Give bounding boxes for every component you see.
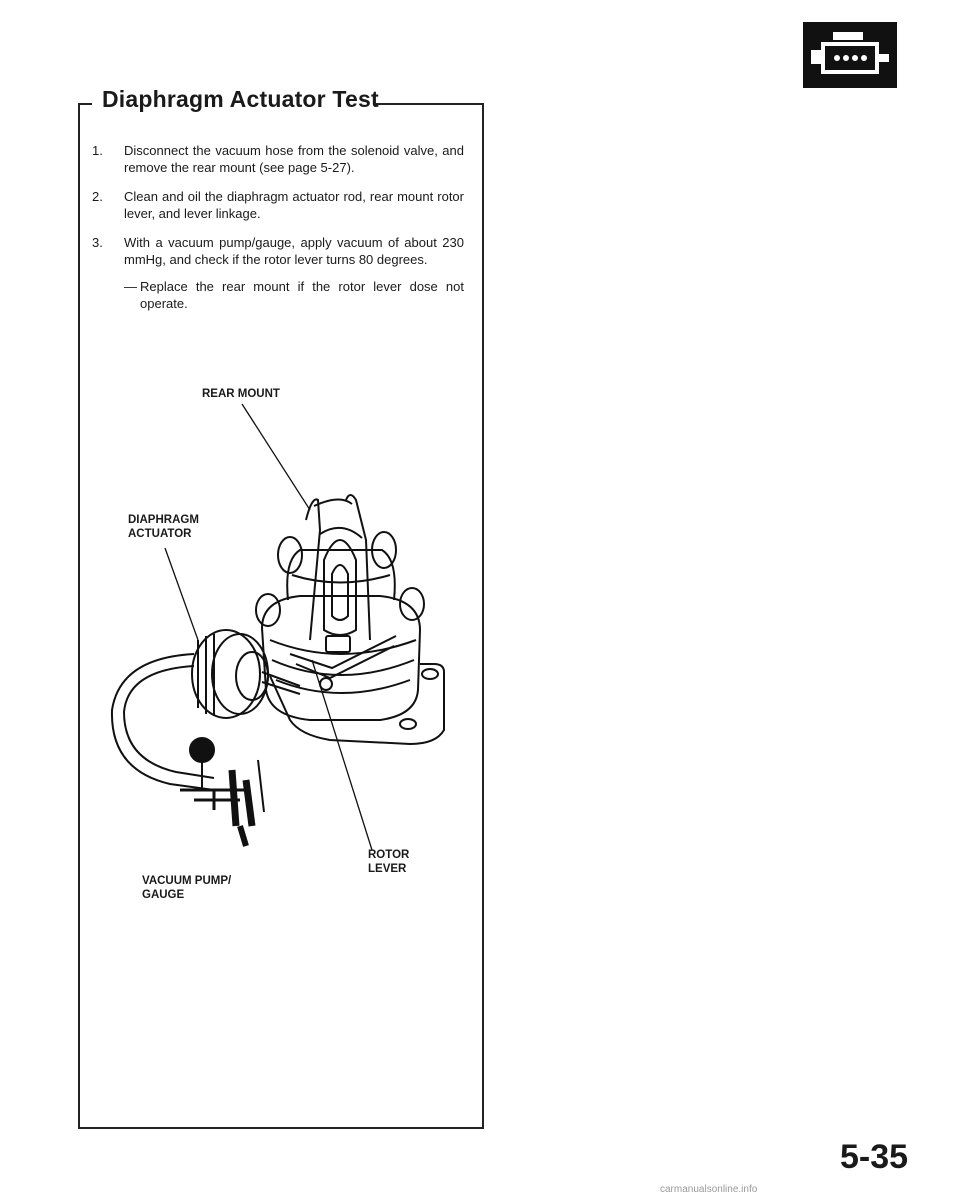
note-dash: — bbox=[124, 279, 137, 294]
step-text: Clean and oil the diaphragm actuator rod, rear mount rotor lever, and lever linkage. bbox=[124, 189, 464, 221]
page-number: 5-35 bbox=[840, 1138, 909, 1176]
step-text: Disconnect the vacuum hose from the solenoid valve, and remove the rear mount (see page 5-27). bbox=[124, 143, 464, 175]
step-number: 3. bbox=[92, 235, 103, 250]
note-text: Replace the rear mount if the rotor lever dose not operate. bbox=[140, 279, 464, 311]
illustration-drawing bbox=[112, 404, 444, 850]
step-text: With a vacuum pump/gauge, apply vacuum of about 230 mmHg, and check if the rotor lever turns 80 degrees. bbox=[124, 235, 464, 267]
label-diaphragm-actuator: DIAPHRAGM ACTUATOR bbox=[128, 514, 199, 540]
engine-section-icon bbox=[803, 22, 897, 88]
footer-watermark: carmanualsonline.info bbox=[660, 1184, 758, 1195]
step-number: 1. bbox=[92, 143, 103, 158]
label-rear-mount: REAR MOUNT bbox=[202, 388, 280, 400]
label-vacuum-pump-gauge: VACUUM PUMP/ GAUGE bbox=[142, 875, 232, 901]
label-rotor-lever: ROTOR LEVER bbox=[368, 849, 410, 875]
page-title: Diaphragm Actuator Test bbox=[102, 86, 379, 112]
step-number: 2. bbox=[92, 189, 103, 204]
